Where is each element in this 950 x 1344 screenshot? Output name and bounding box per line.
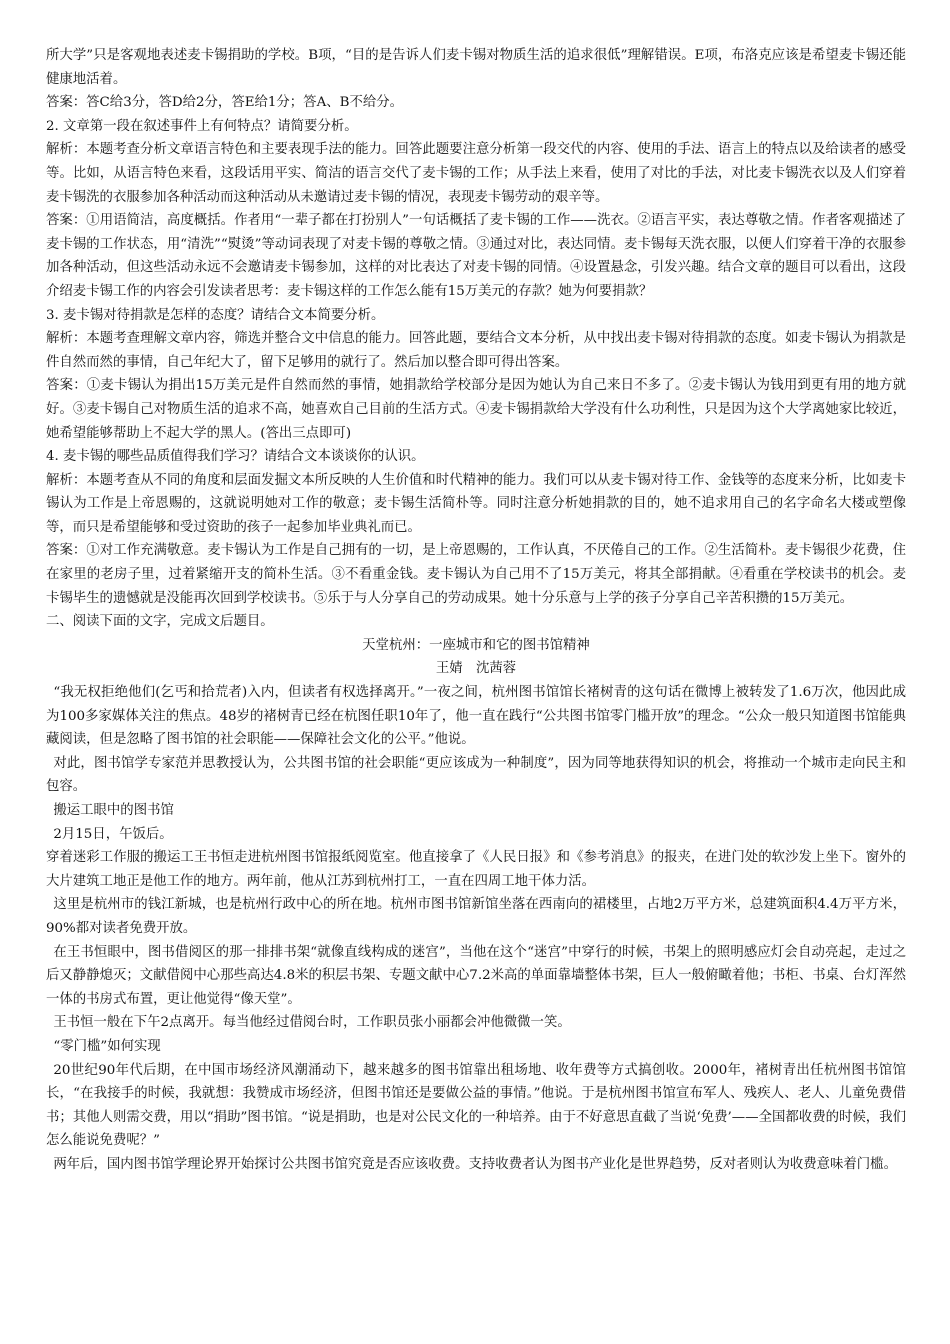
section-heading: 二、阅读下面的文字，完成文后题目。 [46,614,274,630]
paragraph-p8: 答案：①麦卡锡认为捐出15万美元是件自然而然的事情，她捐款给学校部分是因为她认为自己来日不多了。②麦卡锡认为钱用到更有用的地方就好。③麦卡锡自己对物质生活的追求不高，她喜欢自己目前的生活方式。④麦卡锡捐款给大学没有什么功利性，只是因为这个大学离她家比较近，她希望能够帮助上不起大学的黑人。(答出三点即可) [46,378,906,441]
document-page [46,44,906,1177]
paragraph-p21: 在王书恒眼中，图书借阅区的那一排排书架“就像直线构成的迷宫”，当他在这个“迷宫”中穿行的时候，书架上的照明感应灯会自动亮起，走过之后又静静熄灭；文献借阅中心那些高达4.8米的积层书架、专题文献中心7.2米高的单面靠墙整体书架，巨人一般俯瞰着他；书柜、书桌、台灯浑然一体的书房式布置，更让他觉得“像天堂”。 [46,944,906,1007]
paragraph-p11: 答案：①对工作充满敬意。麦卡锡认为工作是自己拥有的一切，是上帝恩赐的，工作认真，不厌倦自己的工作。②生活简朴。麦卡锡很少花费，住在家里的老房子里，过着紧缩开支的简朴生活。③不看重金钱。麦卡锡认为自己用不了15万美元，将其全部捐献。④看重在学校读书的机会。麦卡锡毕生的遗憾就是没能再次回到学校读书。⑤乐于与人分享自己的劳动成果。她十分乐意与上学的孩子分享自己辛苦积攒的15万美元。 [46,543,906,606]
paragraph-p19: 穿着迷彩工作服的搬运工王书恒走进杭州图书馆报纸阅览室。他直接拿了《人民日报》和《参考消息》的报夹，在进门处的软沙发上坐下。窗外的大片建筑工地正是他工作的地方。两年前，他从江苏到杭州打工，一直在四周工地干体力活。 [46,850,906,889]
article-title: 天堂杭州：一座城市和它的图书馆精神 [362,637,590,653]
paragraph-p24: 20世纪90年代后期，在中国市场经济风潮涌动下，越来越多的图书馆靠出租场地、收年费等方式搞创收。2000年，褚树青出任杭州图书馆馆长，“在我接手的时候，我就想：我赞成市场经济，但图书馆还是要做公益的事情。”他说。于是杭州图书馆宣布军人、残疾人、老人、儿童免费借书；其他人则需交费，用以“捐助”图书馆。“说是捐助，也是对公民文化的一种培养。由于不好意思直截了当说‘免费’——全国都收费的时候，我们怎么能说免费呢？” [46,1062,906,1149]
paragraph-p10: 解析：本题考查从不同的角度和层面发掘文本所反映的人生价值和时代精神的能力。我们可以从麦卡锡对待工作、金钱等的态度来分析，比如麦卡锡认为工作是上帝恩赐的，这就说明她对工作的敬意；麦卡锡生活简朴等。同时注意分析她捐款的目的，她不追求用自己的名字命名大楼或塑像等，而只是希望能够和受过资助的孩子一起参加毕业典礼而已。 [46,472,906,535]
question-heading-3: 3. 麦卡锡对待捐款是怎样的态度？请结合文本简要分析。 [46,307,385,323]
subheading-zero-threshold: “零门槛”如何实现 [53,1038,161,1054]
question-heading-2: 2. 文章第一段在叙述事件上有何特点？请简要分析。 [46,118,358,134]
paragraph-p20: 这里是杭州市的钱江新城，也是杭州行政中心的所在地。杭州市图书馆新馆坐落在西南向的裙楼里，占地2万平方米，总建筑面积4.4万平方米，90%都对读者免费开放。 [46,897,906,936]
article-authors: 王婧 沈茜蓉 [435,661,517,677]
subheading-porter: 搬运工眼中的图书馆 [53,803,174,818]
paragraph-p25: 两年后，国内图书馆学理论界开始探讨公共图书馆究竟是否应该收费。支持收费者认为图书产业化是世界趋势，反对者则认为收费意味着门槛。 [53,1156,897,1172]
paragraph-p5: 答案：①用语简洁，高度概括。作者用“一辈子都在打扮别人”一句话概括了麦卡锡的工作——洗衣。②语言平实，表达尊敬之情。作者客观描述了麦卡锡的工作状态，用“清洗”“熨烫”等动词表现了对麦卡锡的尊敬之情。③通过对比，表达同情。麦卡锡每天洗衣服，以便人们穿着干净的衣服参加各种活动，但这些活动永远不会邀请麦卡锡参加，这样的对比表达了对麦卡锡的同情。④设置悬念，引发兴趣。结合文章的题目可以看出，这段介绍麦卡锡工作的内容会引发读者思考：麦卡锡这样的工作怎么能有15万美元的存款？她为何要捐款？ [46,213,906,299]
paragraph-p22: 王书恒一般在下午2点离开。每当他经过借阅台时，工作职员张小丽都会冲他微微一笑。 [53,1015,571,1031]
paragraph-date: 2月15日，午饭后。 [53,826,173,842]
paragraph-p15: “我无权拒绝他们(乞丐和拾荒者)入内，但读者有权选择离开。”一夜之间，杭州图书馆馆长褚树青的这句话在微博上被转发了1.6万次，他因此成为100多家媒体关注的焦点。48岁的褚树青已经在杭图任职10年了，他一直在践行“公共图书馆零门槛开放”的理念。“公众一般只知道图书馆能典藏阅读，但是忽略了图书馆的社会职能——保障社会文化的公平。”他说。 [46,685,906,748]
paragraph-p7: 解析：本题考查理解文章内容，筛选并整合文中信息的能力。回答此题，要结合文本分析，从中找出麦卡锡对待捐款的态度。如麦卡锡认为捐款是件自然而然的事情，自己年纪大了，留下足够用的就行了。然后加以整合即可得出答案。 [46,331,906,370]
paragraph-p4: 解析：本题考查分析文章语言特色和主要表现手法的能力。回答此题要注意分析第一段交代的内容、使用的手法、语言上的特点以及给读者的感受等。比如，从语言特色来看，这段话用平实、简洁的语言交代了麦卡锡的工作；从手法上来看，使用了对比的手法，对比麦卡锡洗衣以及人们穿着麦卡锡洗的衣服参加各种活动而这种活动从未邀请过麦卡锡的情况，表现麦卡锡劳动的艰辛等。 [46,142,906,205]
paragraph-p16: 对此，图书馆学专家范并思教授认为，公共图书馆的社会职能“更应该成为一种制度”，因为同等地获得知识的机会，将推动一个城市走向民主和包容。 [46,755,906,795]
paragraph-p2: 答案：答C给3分，答D给2分，答E给1分；答A、B不给分。 [46,95,404,111]
paragraph-p1: 所大学”只是客观地表述麦卡锡捐助的学校。B项，“目的是告诉人们麦卡锡对物质生活的追求很低”理解错误。E项，布洛克应该是希望麦卡锡还能健康地活着。 [46,48,906,87]
question-heading-4: 4. 麦卡锡的哪些品质值得我们学习？请结合文本谈谈你的认识。 [46,449,425,465]
